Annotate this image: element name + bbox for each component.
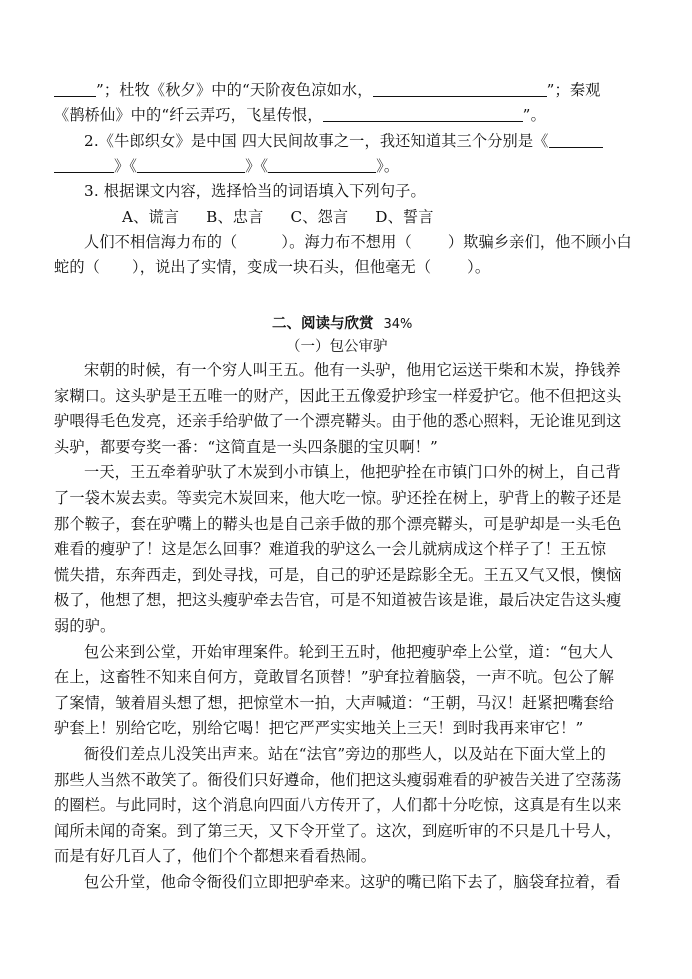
passage-line: 宋朝的时候，有一个穷人叫王五。他有一头驴，他用它运送干柴和木炭，挣钱养 (84, 361, 621, 379)
answer-blank[interactable] (137, 158, 245, 173)
question-3-fill-line-1: 人们不相信海力布的（ ）。海力布不想用（ ）欺骗乡亲们，他不顾小白 (84, 233, 632, 251)
passage-line: 难看的瘦驴了！这是怎么回事？难道我的驴这么一会儿就病成这个样子了！王五惊 (54, 540, 607, 559)
question-2-line-2: 》《 》《 》。 (54, 156, 399, 176)
answer-blank[interactable] (54, 82, 96, 97)
passage-line: 极了，他想了想，把这头瘦驴牵去告官，可是不知道被告该是谁，最后决定告这头瘦 (54, 591, 622, 610)
passage-line: 一天，王五牵着驴驮了木炭到小市镇上，他把驴拴在市镇门口外的树上，自己背 (84, 463, 621, 482)
passage-line: 了一袋木炭去卖。等卖完木炭回来，他大吃一惊。驴还拴在树上，驴背上的鞍子还是 (54, 489, 622, 507)
option-a: A、谎言 (122, 208, 180, 226)
section-2-title: 二、阅读与欣赏 34% (272, 316, 413, 332)
passage-line: 在上，这畜牲不知来自何方，竟敢冒名顶替！”驴耷拉着脑袋，一声不吭。包公了解 (54, 668, 615, 687)
passage-title: （一）包公审驴 (286, 339, 388, 355)
question-1-line-1: ”；杜牧《秋夕》中的“天阶夜色凉如水， ”；秦观 (54, 80, 601, 100)
passage-line: 那个鞍子，套在驴嘴上的鞯头也是自己亲手做的那个漂亮鞯头，可是驴却是一头毛色 (54, 514, 622, 533)
section-score: 34% (383, 317, 413, 332)
answer-blank[interactable] (373, 82, 547, 97)
passage-line: 闻所未闻的奇案。到了第三天，又下令开堂了。这次，到庭听审的不只是几十号人， (54, 821, 622, 840)
passage-line: 弱的驴。 (54, 617, 116, 635)
question-3-prompt: 3. 根据课文内容，选择恰当的词语填入下列句子。 (84, 182, 426, 200)
passage-line: 家糊口。这头驴是王五唯一的财产，因此王五像爱护珍宝一样爱护它。他不但把这头 (54, 386, 622, 405)
answer-blank[interactable] (549, 133, 603, 148)
option-b: B、忠言 (206, 208, 264, 226)
question-2-line-1: 2.《牛郎织女》是中国 四大民间故事之一，我还知道其三个分别是《 (84, 131, 603, 151)
option-d: D、誓言 (375, 208, 434, 226)
answer-blank[interactable] (323, 107, 523, 122)
passage-line: 头驴，都要夸奖一番：“这简直是一头四条腿的宝贝啊！” (54, 437, 438, 456)
passage-line: 而是有好几百人了，他们个个都想来看看热闹。 (54, 847, 377, 866)
question-1-line-2: 《鹊桥仙》中的“纤云弄巧，飞星传恨， ”。 (54, 106, 546, 124)
answer-blank[interactable] (54, 158, 114, 173)
passage-line: 那些人当然不敢笑了。衙役们只好遵命，他们把这头瘦弱难看的驴被告关进了空荡荡 (54, 770, 622, 789)
passage-line: 衙役们差点儿没笑出声来。站在“法官”旁边的那些人，以及站在下面大堂上的 (84, 745, 606, 763)
option-c: C、怨言 (290, 208, 349, 226)
passage-line: 驴喂得毛色发亮，还亲手给驴做了一个漂亮鞯头。由于他的悉心照料，无论谁见到这 (54, 412, 622, 431)
passage-line: 包公升堂，他命令衙役们立即把驴牵来。这驴的嘴已陷下去了，脑袋耷拉着，看 (84, 873, 621, 891)
passage-line: 驴套上！别给它吃，别给它喝！把它严严实实地关上三天！到时我再来审它！” (54, 719, 584, 738)
question-3-options (122, 207, 434, 227)
passage-line: 慌失措，东奔西走，到处寻找，可是，自己的驴还是踪影全无。王五又气又恨，懊恼 (54, 565, 622, 584)
passage-line: 了案情，皱着眉头想了想，把惊堂木一拍，大声喊道：“王朝，马汉！赶紧把嘴套给 (54, 693, 615, 712)
passage-line: 的圈栏。与此同时，这个消息向四面八方传开了，人们都十分吃惊，这真是有生以来 (54, 796, 622, 815)
answer-blank[interactable] (268, 158, 376, 173)
question-3-fill-line-2: 蛇的（ ），说出了实情，变成一块石头，但他毫无（ ）。 (54, 258, 491, 276)
passage-line: 包公来到公堂，开始审理案件。轮到王五时，他把瘦驴牵上公堂，道：“包大人 (84, 642, 614, 661)
